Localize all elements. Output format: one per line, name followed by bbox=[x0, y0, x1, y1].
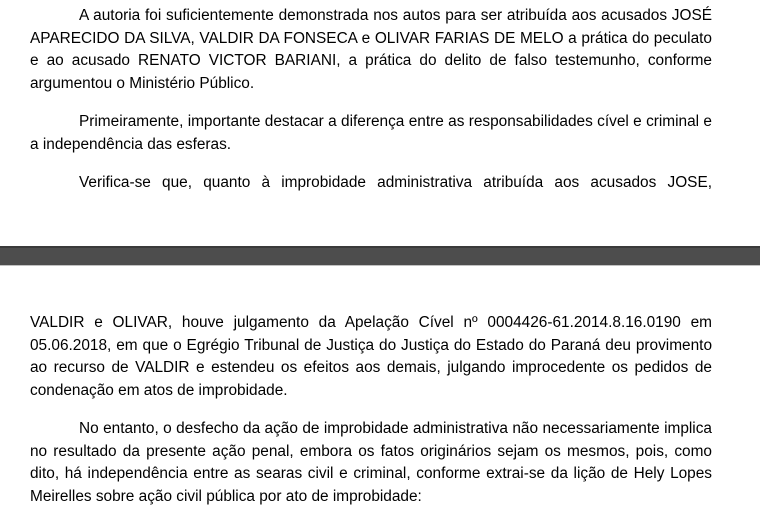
page-break-divider bbox=[0, 246, 760, 266]
paragraph-primeiramente: Primeiramente, importante destacar a diferença entre as responsabilidades cível e criminal e a independência das esferas. bbox=[30, 113, 712, 153]
paragraph-autoria: A autoria foi suficientemente demonstrada nos autos para ser atribuída aos acusados JOSÉ APARECIDO DA SILVA, VALDIR DA FONSECA e OLIVAR FARIAS DE MELO a prática do peculato e ao acusado RENATO VICTOR BARIANI, a prática do delito de falso testemunho, conforme argumentou o Ministério Público. bbox=[30, 7, 712, 92]
document-page-bottom bbox=[0, 266, 760, 516]
paragraph-valdir-olivar: VALDIR e OLIVAR, houve julgamento da Apelação Cível nº 0004426-61.2014.8.16.0190 em 05.06.2018, em que o Egrégio Tribunal de Justiça do Justiça do Estado do Paraná deu provimento ao recurso de VALDIR e estendeu os efeitos aos demais, julgando improcedente os pedidos de condenação em atos de improbidade. bbox=[30, 314, 712, 399]
document-page-top bbox=[0, 0, 760, 246]
paragraph-no-entanto: No entanto, o desfecho da ação de improbidade administrativa não necessariamente implica no resultado da presente ação penal, embora os fatos originários sejam os mesmos, pois, como dito, há independência entre as searas civil e criminal, conforme extrai-se da lição de Hely Lopes Meirelles sobre ação civil pública por ato de improbidade: bbox=[30, 420, 712, 505]
paragraph-verifica-se: Verifica-se que, quanto à improbidade administrativa atribuída aos acusados JOSE, bbox=[79, 174, 712, 191]
